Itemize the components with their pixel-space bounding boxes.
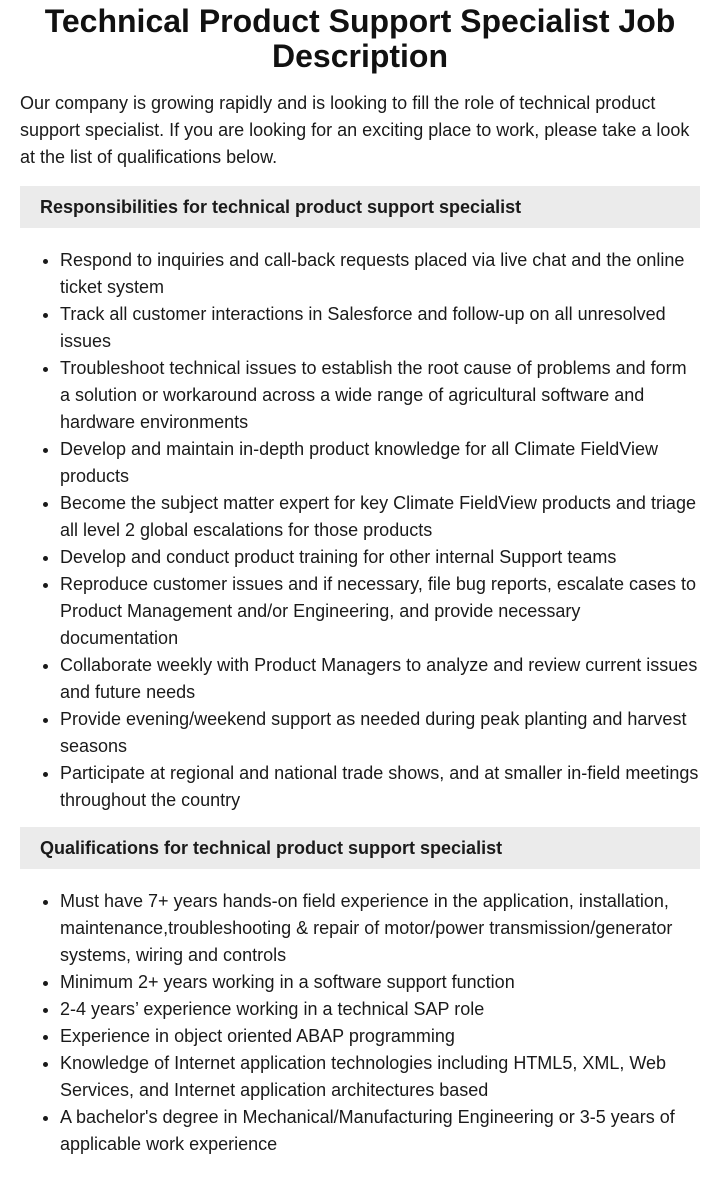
list-item: • Experience in object oriented ABAP programming <box>60 1023 700 1050</box>
responsibilities-list <box>20 247 700 814</box>
list-item: • Respond to inquiries and call-back requests placed via live chat and the online ticket system <box>60 247 700 301</box>
list-item: • Develop and conduct product training for other internal Support teams <box>60 544 700 571</box>
list-item: • Provide evening/weekend support as needed during peak planting and harvest seasons <box>60 706 700 760</box>
list-item: • A bachelor's degree in Mechanical/Manufacturing Engineering or 3-5 years of applicable work experience <box>60 1104 700 1158</box>
list-item: • Become the subject matter expert for key Climate FieldView products and triage all level 2 global escalations for those products <box>60 490 700 544</box>
list-item: • Knowledge of Internet application technologies including HTML5, XML, Web Services, and Internet application architectures based <box>60 1050 700 1104</box>
list-item: • Minimum 2+ years working in a software support function <box>60 969 700 996</box>
list-item: • Reproduce customer issues and if necessary, file bug reports, escalate cases to Product Management and/or Engineering, and provide necessary documentation <box>60 571 700 652</box>
list-item: • 2-4 years’ experience working in a technical SAP role <box>60 996 700 1023</box>
responsibilities-heading: Responsibilities for technical product support specialist <box>20 186 700 228</box>
intro-paragraph: Our company is growing rapidly and is looking to fill the role of technical product support specialist. If you are looking for an exciting place to work, please take a look at the list of qualifications below. <box>20 93 690 167</box>
list-item: • Track all customer interactions in Salesforce and follow-up on all unresolved issues <box>60 301 700 355</box>
list-item: • Troubleshoot technical issues to establish the root cause of problems and form a solution or workaround across a wide range of agricultural software and hardware environments <box>60 355 700 436</box>
list-item: • Must have 7+ years hands-on field experience in the application, installation, maintenance,troubleshooting & repair of motor/power transmission/generator systems, wiring and controls <box>60 888 700 969</box>
list-item: • Collaborate weekly with Product Managers to analyze and review current issues and future needs <box>60 652 700 706</box>
qualifications-heading: Qualifications for technical product support specialist <box>20 827 700 869</box>
list-item: • Participate at regional and national trade shows, and at smaller in-field meetings throughout the country <box>60 760 700 814</box>
list-item: • Develop and maintain in-depth product knowledge for all Climate FieldView products <box>60 436 700 490</box>
page-title: Technical Product Support Specialist Job Description <box>44 3 676 74</box>
qualifications-list <box>20 888 700 1158</box>
